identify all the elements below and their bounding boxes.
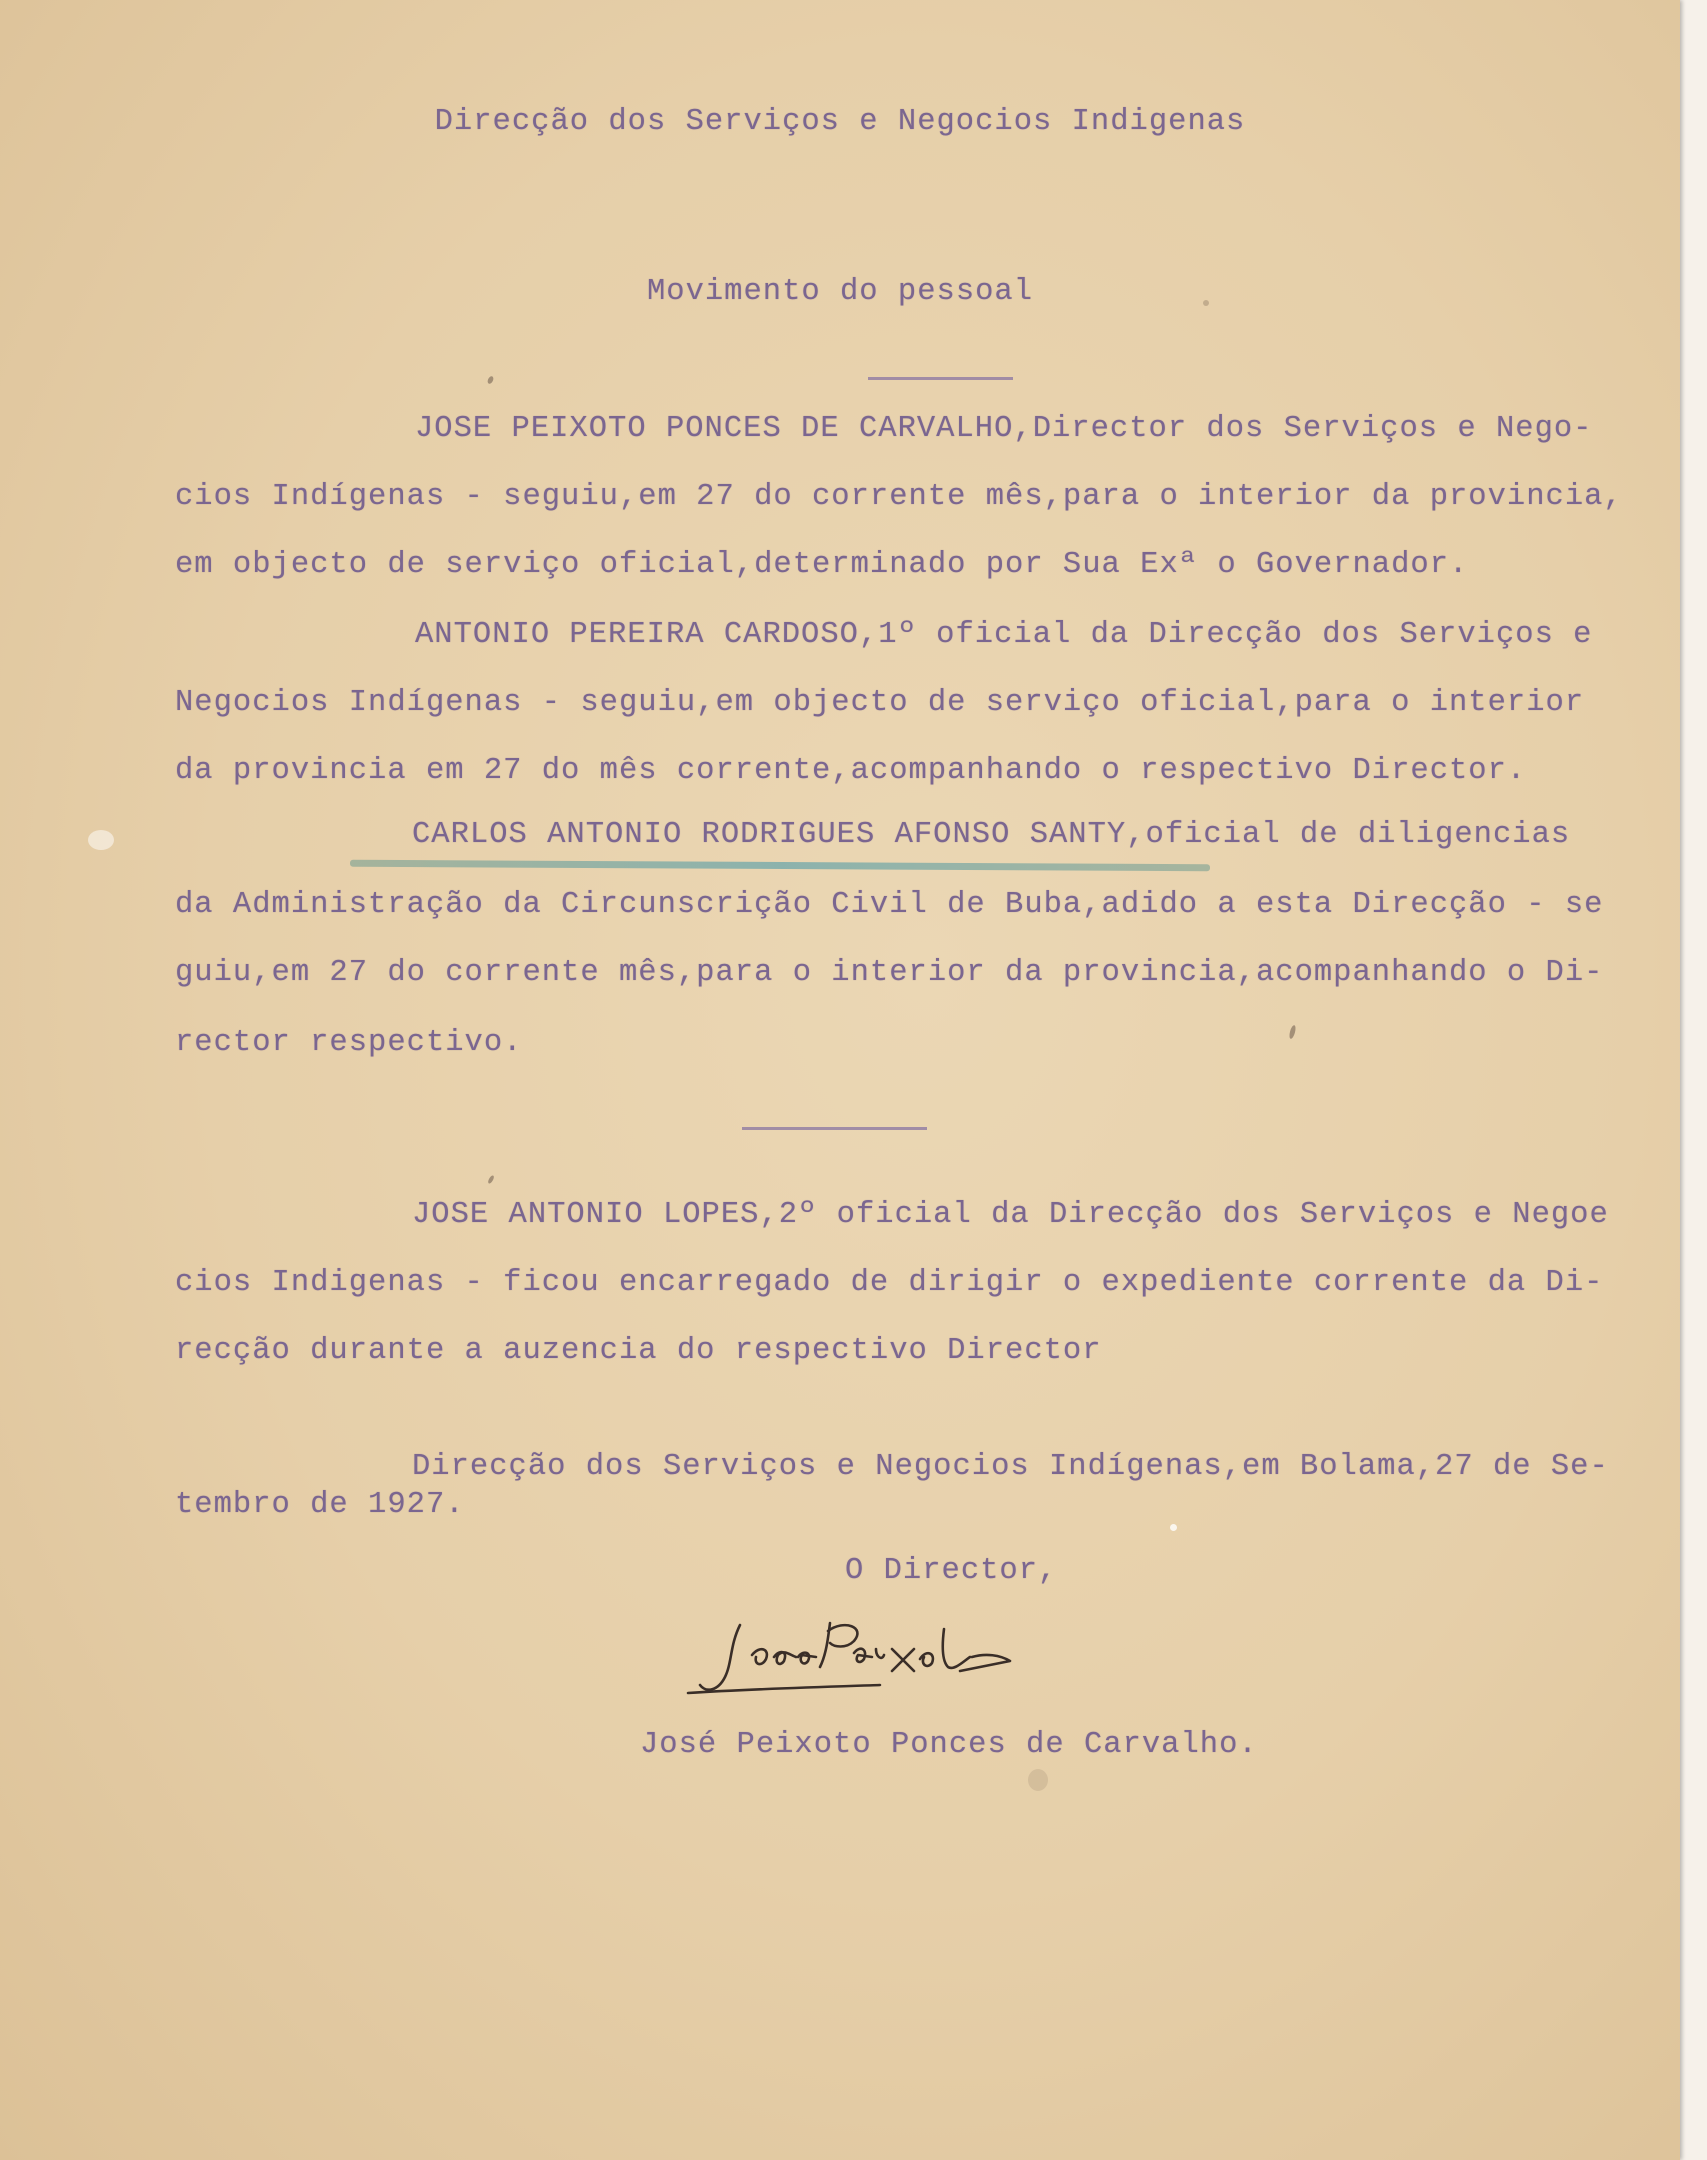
paragraph-1-line-1: JOSE PEIXOTO PONCES DE CARVALHO,Director dos Serviços e Nego- — [415, 412, 1593, 446]
paragraph-2-line-2: Negocios Indígenas - seguiu,em objecto de serviço oficial,para o interior — [175, 686, 1585, 720]
page-edge — [1680, 0, 1707, 2160]
paragraph-2-line-3: da provincia em 27 do mês corrente,acompanhando o respectivo Director. — [175, 754, 1527, 788]
paragraph-3-line-4: rector respectivo. — [175, 1026, 523, 1060]
paper-mark — [88, 830, 114, 850]
paragraph-3-line-2: da Administração da Circunscrição Civil de Buba,adido a esta Direcção - se — [175, 888, 1604, 922]
signatory-name: José Peixoto Ponces de Carvalho. — [640, 1728, 1258, 1762]
ink-speck — [1203, 300, 1209, 306]
paragraph-2-line-1: ANTONIO PEREIRA CARDOSO,1º oficial da Direcção dos Serviços e — [415, 618, 1593, 652]
place-date-line-1: Direcção dos Serviços e Negocios Indígenas,em Bolama,27 de Se- — [412, 1450, 1609, 1484]
handwritten-signature — [670, 1605, 1150, 1715]
paragraph-3-line-1: CARLOS ANTONIO RODRIGUES AFONSO SANTY,oficial de diligencias — [412, 818, 1571, 852]
paragraph-4-line-1: JOSE ANTONIO LOPES,2º oficial da Direcção dos Serviços e Negoe — [412, 1198, 1609, 1232]
paper-stain — [1028, 1769, 1048, 1791]
paper-spot — [1170, 1524, 1177, 1531]
document-header: Direcção dos Serviços e Negocios Indigenas — [434, 105, 1246, 139]
document-title: Movimento do pessoal — [646, 275, 1034, 309]
paragraph-3-line-3: guiu,em 27 do corrente mês,para o interior da provincia,acompanhando o Di- — [175, 956, 1604, 990]
title-rule — [868, 377, 1013, 380]
paragraph-4-line-2: cios Indigenas - ficou encarregado de dirigir o expediente corrente da Di- — [175, 1266, 1604, 1300]
ink-speck — [487, 375, 495, 384]
paragraph-1-line-2: cios Indígenas - seguiu,em 27 do corrente mês,para o interior da provincia, — [175, 480, 1623, 514]
section-rule — [742, 1127, 927, 1130]
paragraph-1-line-3: em objecto de serviço oficial,determinado por Sua Exª o Governador. — [175, 548, 1469, 582]
place-date-line-2: tembro de 1927. — [175, 1488, 465, 1522]
closing: O Director, — [845, 1554, 1058, 1588]
paragraph-4-line-3: recção durante a auzencia do respectivo Director — [175, 1334, 1102, 1368]
